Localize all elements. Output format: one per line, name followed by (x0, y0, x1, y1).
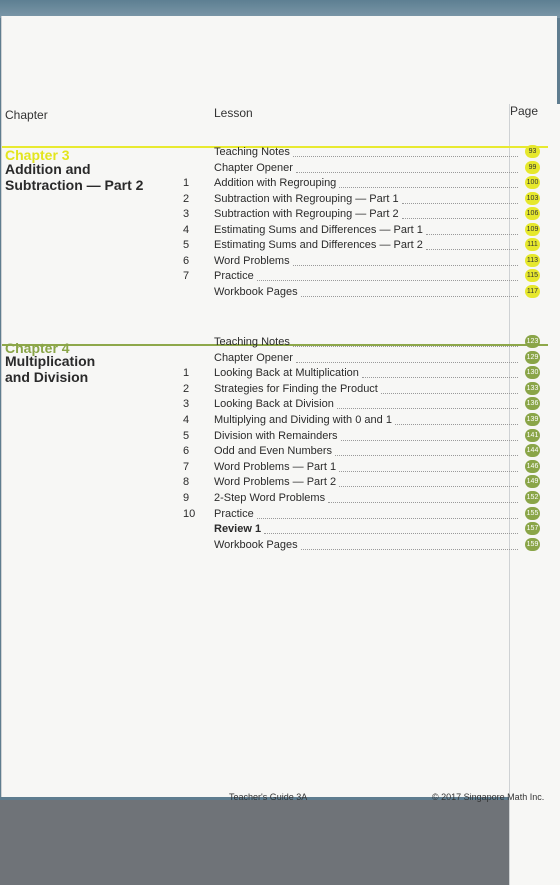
lesson-row (178, 461, 540, 476)
page-number-badge: 103 (525, 192, 540, 205)
lesson-number: 8 (183, 476, 190, 489)
dot-leader (381, 392, 518, 394)
chapter3-title-line2: Subtraction — Part 2 (5, 177, 144, 193)
dot-leader (328, 501, 518, 503)
chapter4-label: Chapter 4 (5, 340, 70, 356)
lesson-number: 5 (183, 429, 190, 442)
page-number-badge: 93 (525, 145, 540, 158)
lesson-row (178, 208, 540, 223)
page-number-badge: 133 (525, 382, 540, 395)
lesson-title: Word Problems (214, 254, 290, 267)
page-number-badge: 113 (525, 254, 540, 267)
dot-leader (341, 439, 518, 441)
lesson-number: 7 (183, 270, 190, 282)
page-number-badge: 144 (525, 444, 540, 457)
dot-leader (362, 376, 518, 378)
lesson-number: 7 (183, 460, 190, 473)
lesson-title: Multiplying and Dividing with 0 and 1 (214, 414, 392, 426)
chapter3-title-line1: Addition and (5, 161, 91, 177)
lesson-title: Looking Back at Division (214, 398, 334, 411)
dot-leader (296, 361, 518, 363)
chapter4-title-line2: and Division (5, 369, 89, 385)
page-number-badge: 123 (525, 335, 540, 348)
page-number-badge: 141 (525, 429, 540, 442)
dot-leader (339, 485, 518, 487)
lesson-row (178, 146, 540, 161)
lesson-title: Addition with Regrouping (214, 177, 337, 189)
dot-leader (293, 155, 518, 157)
lesson-number: 4 (183, 223, 190, 236)
dot-leader (264, 532, 518, 534)
lesson-number: 3 (183, 398, 190, 411)
dot-leader (257, 279, 518, 281)
lesson-row (178, 336, 540, 351)
lesson-title: Estimating Sums and Differences — Part 1 (214, 223, 423, 236)
lesson-title: Teaching Notes (214, 146, 290, 158)
page-number-badge: 99 (525, 161, 540, 174)
lesson-row (178, 476, 540, 491)
dot-leader (301, 295, 518, 297)
lesson-number: 3 (183, 208, 190, 220)
lesson-title: Practice (214, 270, 254, 282)
footer-copyright: © 2017 Singapore Math Inc. (432, 792, 545, 802)
lesson-row (178, 492, 540, 507)
lesson-title: Odd and Even Numbers (214, 445, 333, 458)
lesson-number: 10 (183, 507, 196, 520)
lesson-row (178, 224, 540, 239)
lesson-row (178, 445, 540, 460)
page-number-badge: 109 (525, 223, 540, 236)
chapter3-label: Chapter 3 (5, 147, 70, 163)
dot-leader (395, 423, 518, 425)
page-number-badge: 152 (525, 491, 540, 504)
dot-leader (426, 233, 518, 235)
lesson-row (178, 523, 540, 538)
page-number-badge: 100 (525, 176, 540, 189)
lesson-row (178, 193, 540, 208)
lesson-title: Word Problems — Part 2 (214, 476, 337, 489)
lesson-row (178, 162, 540, 177)
lesson-row (178, 414, 540, 429)
page-number-badge: 129 (525, 351, 540, 364)
dot-leader (293, 264, 518, 266)
page-number-badge: 155 (525, 507, 540, 520)
lesson-title: Workbook Pages (214, 538, 298, 551)
dot-leader (339, 470, 518, 472)
lesson-number: 5 (183, 239, 190, 251)
column-header-chapter: Chapter (5, 108, 48, 122)
page-number-badge: 157 (525, 522, 540, 535)
lesson-title: Word Problems — Part 1 (214, 460, 337, 473)
dot-leader (402, 202, 518, 204)
lesson-title: Estimating Sums and Differences — Part 2 (214, 239, 423, 251)
lesson-title: 2-Step Word Problems (214, 492, 326, 504)
lesson-row (178, 352, 540, 367)
lesson-row (178, 255, 540, 270)
lesson-row (178, 177, 540, 192)
lesson-title: Teaching Notes (214, 336, 290, 348)
lesson-number: 2 (183, 192, 190, 205)
lesson-number: 6 (183, 445, 190, 458)
lesson-title: Subtraction with Regrouping — Part 2 (214, 208, 399, 220)
lesson-row (178, 270, 540, 285)
lesson-row (178, 239, 540, 254)
dot-leader (335, 454, 518, 456)
lesson-number: 4 (183, 414, 190, 426)
lesson-title: Looking Back at Multiplication (214, 367, 359, 380)
dot-leader (337, 407, 518, 409)
lesson-row (178, 367, 540, 382)
dot-leader (301, 548, 518, 550)
chapter4-title-line1: Multiplication (5, 353, 96, 369)
dot-leader (426, 248, 518, 250)
page-number-badge: 106 (525, 207, 540, 220)
page-number-badge: 115 (525, 269, 540, 282)
lesson-title: Subtraction with Regrouping — Part 1 (214, 192, 399, 205)
column-header-lesson: Lesson (214, 106, 253, 120)
lesson-row (178, 430, 540, 445)
lesson-row (178, 508, 540, 523)
lesson-number: 2 (183, 382, 190, 395)
page-number-badge: 111 (525, 238, 540, 251)
lesson-row (178, 398, 540, 413)
lesson-title: Chapter Opener (214, 351, 293, 364)
lesson-row (178, 539, 540, 554)
page-number-badge: 136 (525, 397, 540, 410)
dot-leader (296, 171, 518, 173)
page-number-badge: 117 (525, 285, 540, 298)
document-page (1, 16, 557, 802)
lesson-title: Practice (214, 507, 254, 520)
lesson-number: 1 (183, 177, 190, 189)
dot-leader (339, 186, 518, 188)
lesson-title: Workbook Pages (214, 285, 298, 298)
dot-leader (402, 217, 518, 219)
lesson-title: Review 1 (214, 523, 262, 536)
dot-leader (257, 517, 518, 519)
page-number-badge: 149 (525, 475, 540, 488)
lesson-title: Strategies for Finding the Product (214, 382, 378, 395)
lesson-number: 6 (183, 254, 190, 267)
lesson-row (178, 286, 540, 301)
column-header-page: Page (509, 104, 560, 885)
page-number-badge: 146 (525, 460, 540, 473)
page-number-badge: 139 (525, 413, 540, 426)
page-number-badge: 159 (525, 538, 540, 551)
footer-book-title: Teacher's Guide 3A (229, 792, 308, 802)
page-number-badge: 130 (525, 366, 540, 379)
lesson-number: 1 (183, 367, 190, 380)
dot-leader (293, 345, 518, 347)
lesson-row (178, 383, 540, 398)
lesson-title: Division with Remainders (214, 429, 338, 442)
lesson-number: 9 (183, 492, 190, 504)
lesson-title: Chapter Opener (214, 161, 293, 174)
